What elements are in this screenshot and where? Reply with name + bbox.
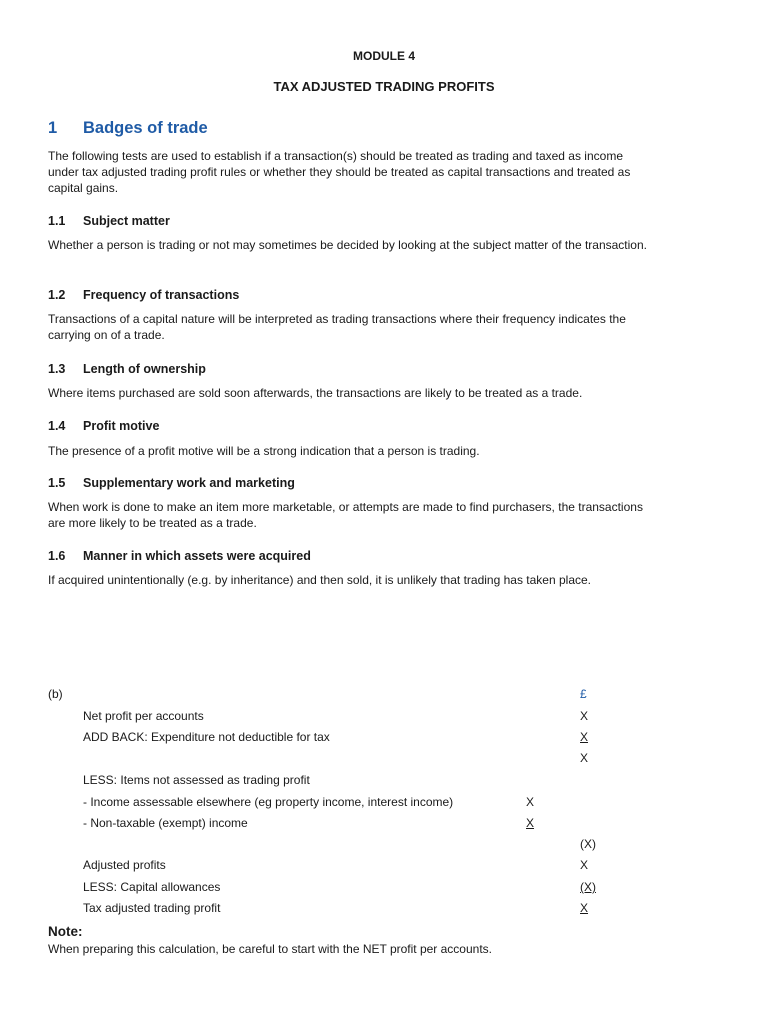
subsection-number: 1.4 — [48, 419, 66, 433]
subsection-text: Where items purchased are sold soon afterwards, the transactions are likely to be treated as a trade. — [48, 386, 583, 400]
note-text: When preparing this calculation, be careful to start with the NET profit per accounts. — [48, 942, 492, 956]
section-heading — [48, 119, 208, 138]
subsection-heading — [48, 288, 239, 302]
subsection-text: When work is done to make an item more marketable, or attempts are made to find purchasers, the transactions are more likely to be treated as a trade. — [48, 500, 643, 530]
calc-label: LESS: Items not assessed as trading profit — [83, 773, 310, 787]
calc-label: ADD BACK: Expenditure not deductible for tax — [83, 730, 330, 744]
calc-amount: X — [580, 901, 589, 915]
calc-label: - Non-taxable (exempt) income — [83, 816, 248, 830]
page-title: TAX ADJUSTED TRADING PROFITS — [273, 79, 495, 94]
section-intro: The following tests are used to establish if a transaction(s) should be treated as trading and taxed as income under tax adjusted trading profit rules or whether they should be treated as capital transactions and treated as capital gains. — [48, 149, 631, 195]
subsection-number: 1.6 — [48, 549, 66, 563]
calc-amount: X — [580, 709, 589, 723]
subsection-heading — [48, 549, 311, 563]
calc-label: Adjusted profits — [83, 858, 166, 872]
calc-label: Net profit per accounts — [83, 709, 204, 723]
calc-label: Tax adjusted trading profit — [83, 901, 221, 915]
subsection-text: The presence of a profit motive will be a strong indication that a person is trading. — [48, 444, 480, 458]
note-heading: Note: — [48, 924, 83, 939]
section-title: Badges of trade — [83, 119, 208, 137]
calc-amount: X — [580, 730, 589, 744]
section-number: 1 — [48, 119, 58, 137]
subsection-title: Manner in which assets were acquired — [83, 549, 311, 563]
subsection-number: 1.1 — [48, 214, 66, 228]
subsection-text: Whether a person is trading or not may sometimes be decided by looking at the subject matter of the transaction. — [48, 238, 647, 252]
calc-amount: X — [526, 816, 535, 830]
subsection-number: 1.2 — [48, 288, 66, 302]
module-label: MODULE 4 — [352, 49, 415, 63]
calc-amount: X — [526, 795, 535, 809]
subsection-title: Supplementary work and marketing — [83, 476, 295, 490]
part-label: (b) — [48, 687, 63, 701]
calc-label: - Income assessable elsewhere (eg property income, interest income) — [83, 795, 454, 809]
calc-amount: X — [580, 858, 589, 872]
subsection-text: Transactions of a capital nature will be interpreted as trading transactions where their frequency indicates the carrying on of a trade. — [48, 312, 626, 342]
subsection-title: Profit motive — [83, 419, 160, 433]
subsection-title: Frequency of transactions — [83, 288, 240, 302]
subsection-title: Subject matter — [83, 214, 170, 228]
subsection-title: Length of ownership — [83, 362, 206, 376]
subsection-heading — [48, 419, 159, 433]
subsection-heading — [48, 476, 295, 490]
calc-amount: (X) — [580, 880, 596, 894]
subsection-heading — [48, 362, 206, 376]
calc-amount: X — [580, 751, 589, 765]
subsection-heading — [48, 214, 170, 228]
subsection-number: 1.3 — [48, 362, 66, 376]
subsection-text: If acquired unintentionally (e.g. by inheritance) and then sold, it is unlikely that trading has taken place. — [48, 573, 591, 587]
calc-amount: (X) — [580, 837, 596, 851]
currency-header: £ — [580, 687, 587, 701]
calc-label: LESS: Capital allowances — [83, 880, 221, 894]
subsection-number: 1.5 — [48, 476, 66, 490]
